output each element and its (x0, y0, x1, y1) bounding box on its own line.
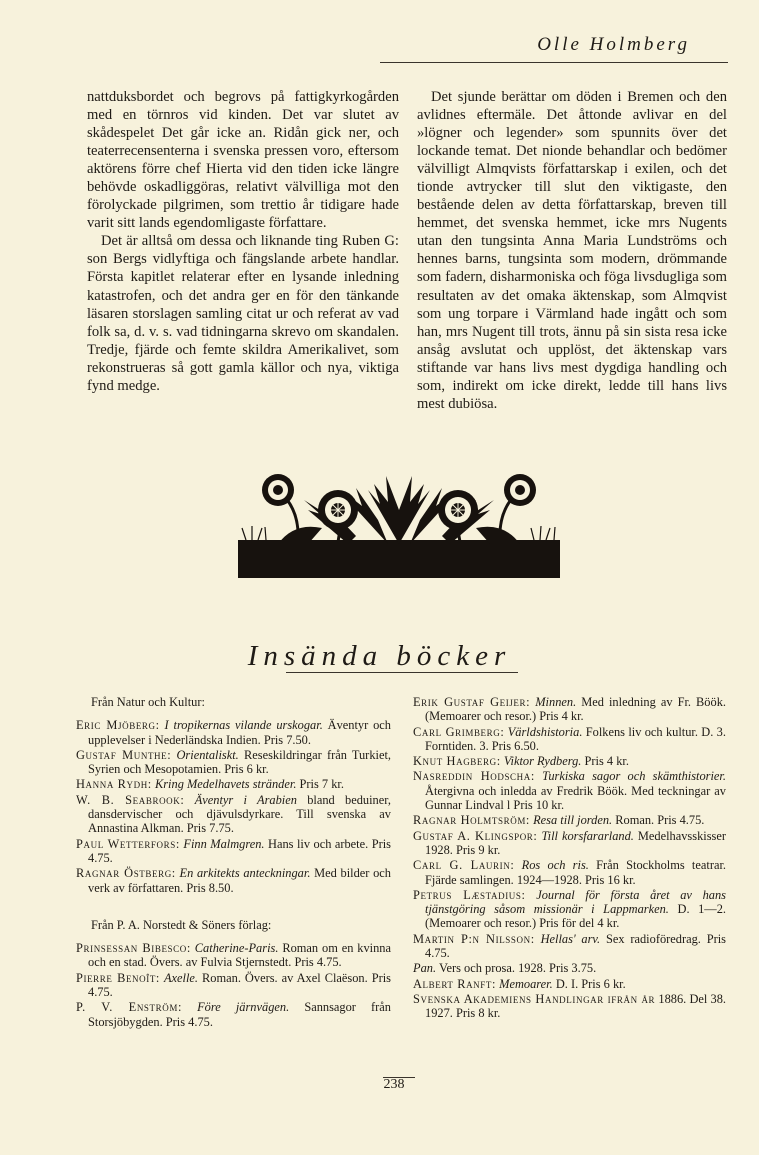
book-entry: Nasreddin Hodscha: Turkiska sagor och skämthistorier. Återgivna och inledda av Fredrik Böök. Med teckningar av Gunnar Lindval l Pris 10 kr. (413, 769, 726, 813)
list-spacer (76, 896, 391, 918)
book-entry: Martin P:n Nilsson: Hellas' arv. Sex radioföredrag. Pris 4.75. (413, 931, 726, 961)
page-number: 238 (383, 1077, 405, 1092)
header-rule (380, 62, 728, 63)
book-entry: Pan. Vers och prosa. 1928. Pris 3.75. (413, 961, 597, 976)
book-entry: Hanna Rydh: Kring Medelhavets stränder. Pris 7 kr. (76, 777, 344, 792)
article-column-left (87, 88, 399, 395)
book-entry: Knut Hagberg: Viktor Rydberg. Pris 4 kr. (413, 754, 629, 769)
publisher-heading: Från P. A. Norstedt & Söners förlag: (91, 917, 272, 932)
book-entry: Albert Ranft: Memoarer. D. I. Pris 6 kr. (413, 976, 626, 991)
article-paragraph: nattduksbordet och begrovs på fattigkyrkogården med en törnros vid kinden. Det var slutet av skådespelet Det går icke an. Ridån gick ner, och teaterrecensenterna i svenska pressen voro, eftersom aktörens förre chef Hierta vid den tiden icke längre behövde oskadliggöras, relativt välvilliga mot den förolyckade pilgrimen, som trettio år tidigare hade varit sitt lands egendomligaste författare. (87, 89, 399, 232)
book-entry: Paul Wetterfors: Finn Malmgren. Hans liv och arbete. Pris 4.75. (76, 836, 391, 865)
section-title: Insända böcker (247, 640, 512, 672)
book-entry: Svenska Akademiens Handlingar ifrån år 1886. Del 38. 1927. Pris 8 kr. (413, 991, 727, 1021)
book-entry: Carl Grimberg: Världshistoria. Folkens liv och kultur. D. 3. Forntiden. 3. Pris 6.50. (413, 724, 726, 753)
article-paragraph: Det är alltså om dessa och liknande ting Ruben G: son Bergs vidlyftiga och fängslande arbete handlar. Första kapitlet relaterar efter en lysande inledning katastrofen, och det andra ger en för den tänkande läsaren storslagen samling citat ur och referat av vad folk sa, d. v. s. vad tidningarna skrevo om skandalen. Tredje, fjärde och femte skildra Amerikalivet, som rekonstrueras så gott gamla källor och nya, viktiga fynd medge. (87, 233, 399, 394)
book-entry: Eric Mjöberg: I tropikernas vilande urskogar. Äventyr och upplevelser i Nederländska Indien. Pris 7.50. (76, 718, 391, 747)
book-entry: Erik Gustaf Geijer: Minnen. Med inledning av Fr. Böök. (Memoarer och resor.) Pris 4 kr. (413, 695, 726, 724)
book-entry: Ragnar Holmtsröm: Resa till jorden. Roman. Pris 4.75. (413, 813, 705, 828)
book-entry: Petrus Læstadius: Journal för första året av hans tjänstgöring såsom missionär i Lappmarken. D. 1—2. (Memoarer och resor.) Pris för del 4 kr. (413, 887, 726, 931)
book-entry: Gustaf A. Klingspor: Till korsfararland. Medelhavsskisser 1928. Pris 9 kr. (413, 828, 726, 857)
book-list-left (76, 695, 391, 1030)
dandelion-ornament (238, 470, 560, 580)
book-entry: Prinsessan Bibesco: Catherine-Paris. Roman om en kvinna och en stad. Övers. av Fulvia Stjernstedt. Pris 4.75. (76, 941, 392, 970)
title-rule (286, 672, 518, 673)
book-entry: Pierre Benoît: Axelle. Roman. Övers. av Axel Claëson. Pris 4.75. (76, 970, 391, 1000)
book-entry: Carl G. Laurin: Ros och ris. Från Stockholms teatrar. Fjärde samlingen. 1924—1928. Pris 16 kr. (413, 858, 726, 887)
running-head: Olle Holmberg (537, 34, 690, 55)
book-entry: Gustaf Munthe: Orientaliskt. Reseskildringar från Turkiet, Syrien och Mesopotamien. Pris 6 kr. (76, 747, 391, 777)
book-entry: Ragnar Östberg: En arkitekts anteckningar. Med bilder och verk av författaren. Pris 8.50. (76, 866, 391, 895)
book-entry: W. B. Seabrook: Äventyr i Arabien bland beduiner, dansdervischer och djävulsdyrkare. Till svenska av Annastina Alkman. Pris 7.75. (76, 792, 391, 836)
book-list-right (413, 695, 726, 1022)
article-column-right (417, 88, 727, 413)
article-paragraph: Det sjunde berättar om döden i Bremen och den avlidnes eftermäle. Det åttonde avlivar en del »lögner och legender» som spunnits över det lockande temat. Det nionde behandlar och bedömer välvilligt Almqvists författarskap i exilen, och det tionde avtrycker till slut den viktigaste, den bestående delen av detta författarskap, breven till hemmet, det svenska hemmet, icke mrs Nugents utan den tungsinta Anna Maria Lundströms och hennes barns, tungsinta som modern, drömmande som fadern, disharmoniska och föga livsdugliga som resultaten av det omaka äktenskap, som Almqvist som ung torpare i Värmland hade ingått och som han, mrs Nugent till trots, ännu på sin sista resa icke ansåg avslutat och upplöst, det äktenskap vars stiftande var hans livs mest dygdiga handling och som, indirekt om icke direkt, ledde till hans livs mest dubiösa. (417, 89, 727, 412)
publisher-heading: Från Natur och Kultur: (91, 695, 205, 709)
book-entry: P. V. Enström: Före järnvägen. Sannsagor från Storsjöbygden. Pris 4.75. (76, 1000, 391, 1029)
